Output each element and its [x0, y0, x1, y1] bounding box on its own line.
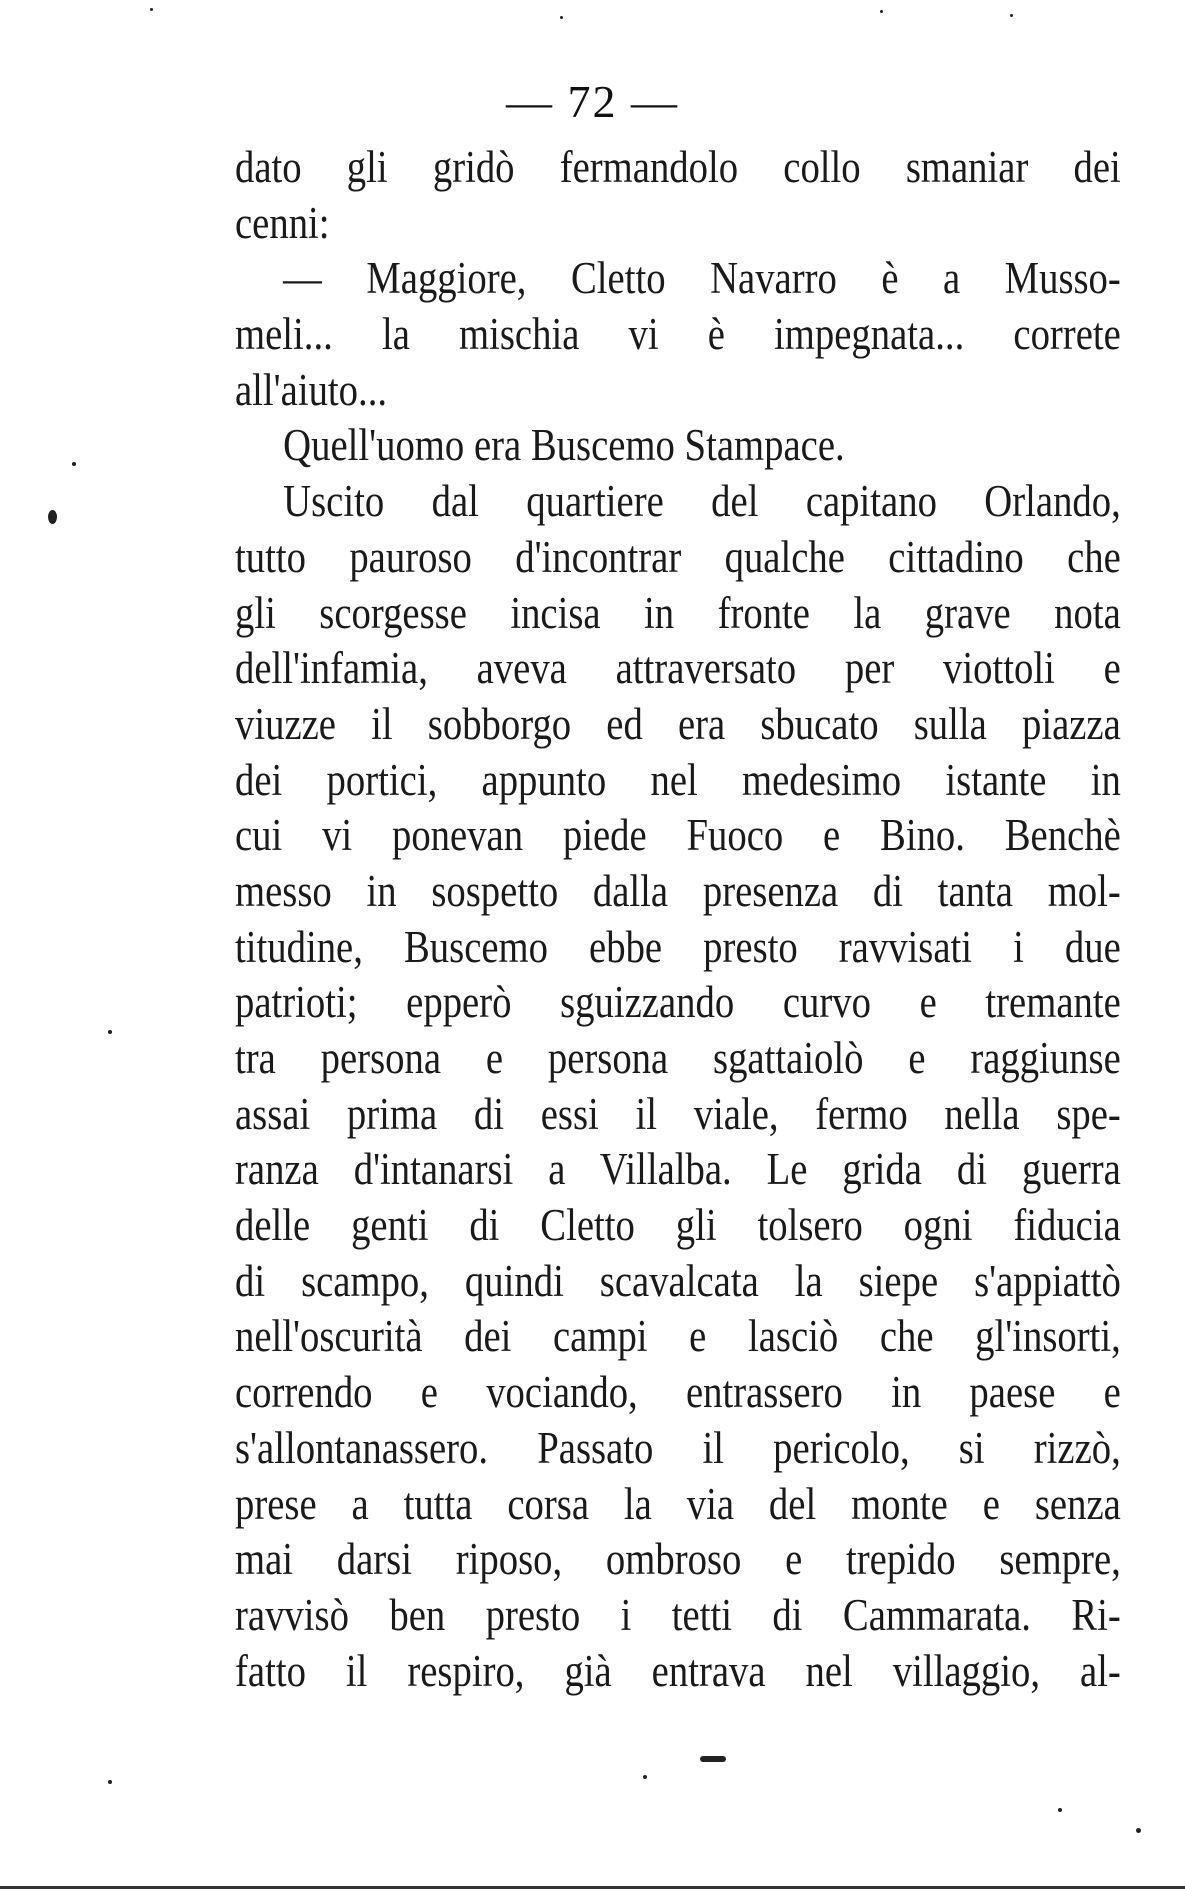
- text-line: Quell'uomo era Buscemo Stampace.: [283, 420, 845, 471]
- body-text: [235, 140, 1125, 1699]
- text-line: meli... la mischia vi è impegnata... correte: [235, 309, 1121, 360]
- text-line: mai darsi riposo, ombroso e trepido sempre,: [235, 1534, 1121, 1585]
- scan-speck: [1010, 14, 1013, 17]
- text-line: gli scorgesse incisa in fronte la grave nota: [235, 587, 1121, 638]
- text-line: correndo e vociando, entrassero in paese e: [235, 1367, 1121, 1418]
- scan-speck: [643, 1775, 647, 1779]
- text-line: dell'infamia, aveva attraversato per viottoli e: [235, 643, 1121, 694]
- scan-speck: [700, 1756, 726, 1762]
- text-line: di scampo, quindi scavalcata la siepe s'appiattò: [235, 1255, 1121, 1306]
- scan-speck: [48, 510, 57, 524]
- text-line: ranza d'intanarsi a Villalba. Le grida di guerra: [235, 1144, 1121, 1195]
- text-line: prese a tutta corsa la via del monte e senza: [235, 1478, 1121, 1529]
- text-line: delle genti di Cletto gli tolsero ogni fiducia: [235, 1200, 1121, 1251]
- scan-speck: [1058, 1808, 1062, 1812]
- text-line: cui vi ponevan piede Fuoco e Bino. Benchè: [235, 810, 1121, 861]
- scan-speck: [1136, 1828, 1141, 1833]
- text-line: nell'oscurità dei campi e lasciò che gl'insorti,: [235, 1311, 1121, 1362]
- text-line: ravvisò ben presto i tetti di Cammarata. Ri-: [235, 1589, 1121, 1640]
- page-number: — 72 —: [506, 76, 679, 127]
- text-line: tra persona e persona sgattaiolò e raggiunse: [235, 1033, 1121, 1083]
- page-edge-rule: [0, 1886, 1185, 1889]
- text-line: titudine, Buscemo ebbe presto ravvisati i due: [235, 921, 1121, 972]
- text-line: fatto il respiro, già entrava nel villaggio, al-: [235, 1645, 1121, 1696]
- scan-speck: [108, 1030, 112, 1034]
- scan-speck: [72, 462, 76, 466]
- scan-speck: [150, 8, 153, 11]
- text-line: dei portici, appunto nel medesimo istante in: [235, 754, 1121, 805]
- scan-speck: [880, 10, 883, 13]
- text-line: Uscito dal quartiere del capitano Orlando,: [283, 476, 1121, 527]
- scan-speck: [108, 1780, 112, 1784]
- text-line: tutto pauroso d'incontrar qualche cittadino che: [235, 531, 1121, 582]
- text-line: — Maggiore, Cletto Navarro è a Musso-: [283, 253, 1121, 304]
- text-line: viuzze il sobborgo ed era sbucato sulla piazza: [235, 698, 1121, 749]
- text-line: all'aiuto...: [235, 364, 388, 415]
- text-line: assai prima di essi il viale, fermo nella spe-: [235, 1088, 1121, 1139]
- text-line: patrioti; epperò sguizzando curvo e tremante: [235, 977, 1121, 1028]
- scan-speck: [560, 16, 563, 19]
- text-line: s'allontanassero. Passato il pericolo, si rizzò,: [235, 1422, 1121, 1473]
- text-line: messo in sospetto dalla presenza di tanta mol-: [235, 865, 1121, 916]
- text-line: cenni:: [235, 197, 330, 248]
- text-line: dato gli gridò fermandolo collo smaniar dei: [235, 142, 1121, 192]
